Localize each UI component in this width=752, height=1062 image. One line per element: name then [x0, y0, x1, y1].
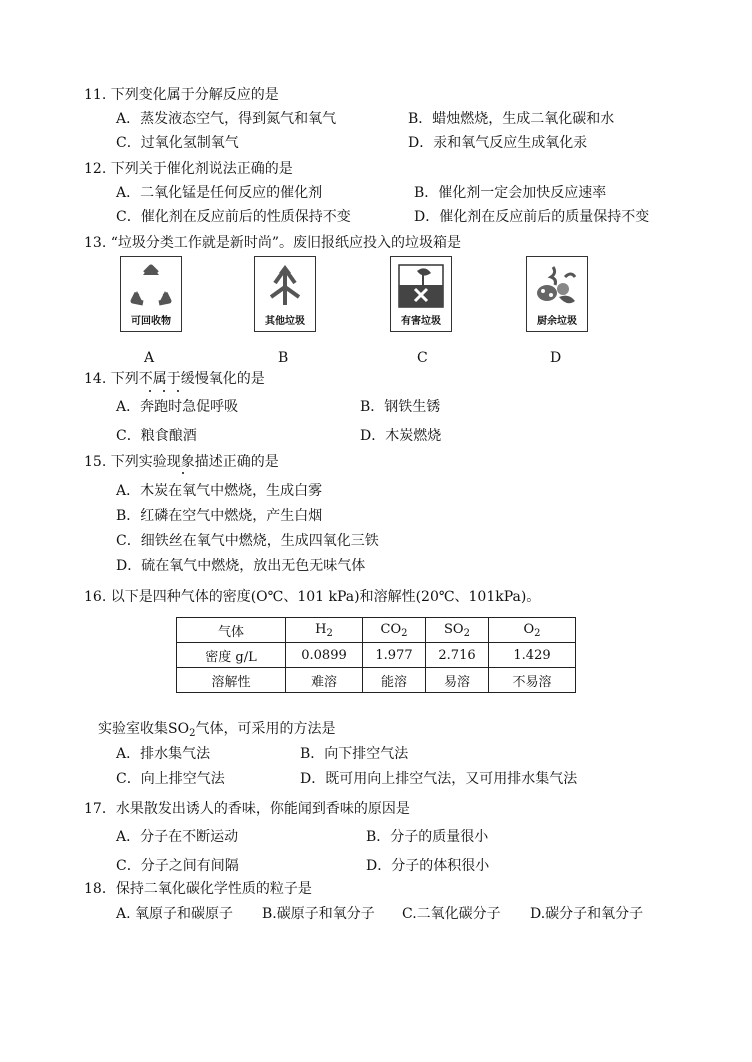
table-row	[177, 668, 576, 693]
q16-option-c: C．向上排空气法	[116, 771, 225, 787]
q17-option-c: C．分子之间有间隔	[116, 858, 239, 874]
q14-option-b: B．钢铁生锈	[360, 399, 441, 415]
table-header-row	[177, 618, 576, 643]
table-cell: 溶解性	[177, 668, 286, 693]
q11-option-b: B．蜡烛燃烧，生成二氧化碳和水	[408, 111, 615, 127]
table-cell: 密度 g/L	[177, 643, 286, 668]
q12-option-c: C．催化剂在反应前后的性质保持不变	[116, 209, 351, 225]
sign-label: 其他垃圾	[265, 316, 305, 327]
table-cell: $SO_2$	[426, 618, 489, 643]
q12-option-b: B．催化剂一定会加快反应速率	[414, 185, 607, 201]
option-letter-c: C	[417, 350, 428, 366]
q11-stem: 11. 下列变化属于分解反应的是	[84, 87, 279, 103]
table-cell: 1.429	[489, 643, 576, 668]
option-letter-d: D	[550, 350, 562, 366]
table-row	[177, 643, 576, 668]
q17-option-b: B．分子的质量很小	[366, 829, 489, 845]
recycle-icon	[127, 263, 175, 309]
hazardous-waste-sign	[390, 256, 452, 332]
table-cell: 0.0899	[286, 643, 363, 668]
q16-option-a: A．排水集气法	[116, 746, 211, 762]
q16-subquestion: 实验室收集$SO_2$气体，可采用的方法是	[98, 721, 336, 739]
q17-option-a: A．分子在不断运动	[116, 829, 239, 845]
emphasis-dot	[163, 390, 165, 392]
food-waste-sign	[526, 256, 588, 332]
food-waste-icon	[533, 263, 581, 309]
q13-stem: 13. “垃圾分类工作就是新时尚”。废旧报纸应投入的垃圾箱是	[84, 235, 462, 251]
q15-option-a: A．木炭在氧气中燃烧，生成白雾	[116, 483, 323, 499]
q16-stem: 16. 以下是四种气体的密度(O℃、101 kPa)和溶解性(20℃、101kPa)。	[84, 589, 541, 605]
q14-option-d: D．木炭燃烧	[360, 428, 442, 444]
sign-label: 有害垃圾	[401, 316, 441, 327]
q14-option-a: A．奔跑时急促呼吸	[116, 399, 239, 415]
q12-stem: 12. 下列关于催化剂说法正确的是	[84, 161, 293, 177]
recyclable-sign	[120, 256, 182, 332]
sign-label: 厨余垃圾	[537, 316, 577, 327]
option-letter-b: B	[278, 350, 289, 366]
q17-option-d: D．分子的体积很小	[366, 858, 490, 874]
q16-option-b: B．向下排空气法	[300, 746, 409, 762]
q18-option-b: B.碳原子和氧分子	[262, 906, 375, 922]
q16-option-d: D．既可用向上排空气法，又可用排水集气法	[300, 771, 578, 787]
table-cell: $H_2$	[286, 618, 363, 643]
other-waste-sign	[254, 256, 316, 332]
q12-option-a: A．二氧化锰是任何反应的催化剂	[116, 185, 323, 201]
q18-option-d: D.碳分子和氧分子	[530, 906, 644, 922]
trash-arrows-icon	[261, 263, 309, 309]
table-cell: 易溶	[426, 668, 489, 693]
emphasis-dot	[177, 390, 179, 392]
q11-option-c: C．过氧化氢制氧气	[116, 135, 239, 151]
q18-option-c: C.二氧化碳分子	[402, 906, 501, 922]
option-letter-a: A	[144, 350, 155, 366]
q11-option-d: D．汞和氧气反应生成氧化汞	[408, 135, 588, 151]
q18-stem: 18．保持二氧化碳化学性质的粒子是	[84, 881, 312, 897]
q15-stem: 15. 下列实验现象描述正确的是	[84, 454, 279, 470]
table-cell: 不易溶	[489, 668, 576, 693]
table-cell: $CO_2$	[363, 618, 426, 643]
q15-option-c: C．细铁丝在氧气中燃烧，生成四氧化三铁	[116, 533, 379, 549]
q14-option-c: C．粮食酿酒	[116, 428, 197, 444]
q14-stem: 14. 下列不属于缓慢氧化的是	[84, 371, 265, 387]
q15-option-d: D．硫在氧气中燃烧，放出无色无味气体	[116, 558, 366, 574]
gas-properties-table	[176, 617, 576, 693]
emphasis-dot	[149, 390, 151, 392]
q15-option-b: B．红磷在空气中燃烧，产生白烟	[116, 508, 323, 524]
emphasis-dot	[182, 472, 184, 474]
table-cell: 气体	[177, 618, 286, 643]
sign-label: 可回收物	[131, 316, 171, 327]
q18-option-a: A. 氧原子和碳原子	[116, 906, 234, 922]
hazardous-icon	[397, 263, 445, 309]
q12-option-d: D．催化剂在反应前后的质量保持不变	[414, 209, 650, 225]
q17-stem: 17．水果散发出诱人的香味，你能闻到香味的原因是	[84, 801, 410, 817]
table-cell: 2.716	[426, 643, 489, 668]
table-cell: 难溶	[286, 668, 363, 693]
table-cell: 能溶	[363, 668, 426, 693]
table-cell: $O_2$	[489, 618, 576, 643]
q11-option-a: A．蒸发液态空气，得到氮气和氧气	[116, 111, 337, 127]
table-cell: 1.977	[363, 643, 426, 668]
